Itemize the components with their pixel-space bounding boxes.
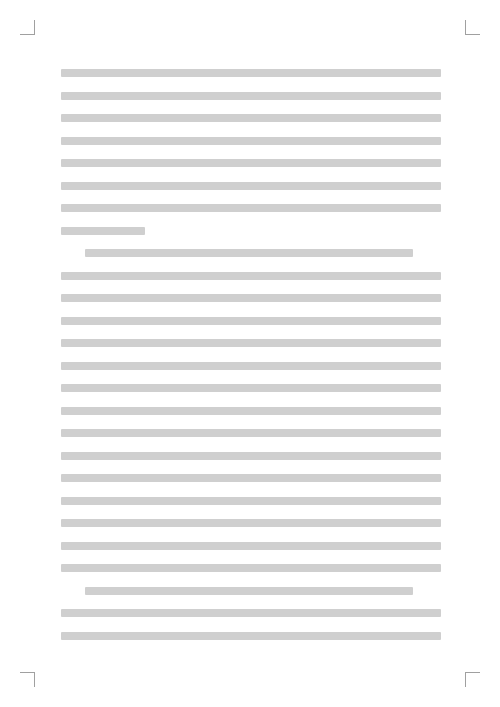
text-line-bar xyxy=(61,362,441,370)
text-line xyxy=(61,152,441,175)
text-line-bar xyxy=(61,159,441,167)
text-line-bar xyxy=(61,564,441,572)
text-line xyxy=(61,332,441,355)
text-line-bar xyxy=(61,69,441,77)
text-line xyxy=(61,107,441,130)
text-line-bar xyxy=(61,609,441,617)
text-line xyxy=(61,535,441,558)
text-line xyxy=(61,467,441,490)
text-line xyxy=(61,512,441,535)
text-line xyxy=(61,400,441,423)
text-line xyxy=(61,242,441,265)
text-line xyxy=(61,85,441,108)
text-line-bar xyxy=(61,204,441,212)
text-line xyxy=(61,377,441,400)
text-line xyxy=(61,310,441,333)
text-line-bar xyxy=(61,339,441,347)
text-line xyxy=(61,445,441,468)
text-line-bar xyxy=(61,272,441,280)
crop-mark-bottom-right xyxy=(465,672,480,687)
text-line xyxy=(61,580,441,603)
crop-mark-top-left xyxy=(20,20,35,35)
text-line xyxy=(61,355,441,378)
text-line-bar xyxy=(61,632,441,640)
text-line-bar xyxy=(61,294,441,302)
text-line xyxy=(61,197,441,220)
text-line-bar xyxy=(61,497,441,505)
crop-mark-top-right xyxy=(465,20,480,35)
text-line-bar xyxy=(61,384,441,392)
text-line xyxy=(61,175,441,198)
text-line-bar xyxy=(85,587,413,595)
text-line xyxy=(61,287,441,310)
text-line xyxy=(61,130,441,153)
text-line xyxy=(61,220,441,243)
text-line-bar xyxy=(61,519,441,527)
text-line-bar xyxy=(61,429,441,437)
text-line xyxy=(61,490,441,513)
text-line-bar xyxy=(61,542,441,550)
text-line-bar xyxy=(61,114,441,122)
text-line-bar xyxy=(61,227,145,235)
text-line xyxy=(61,625,441,648)
text-line-bar xyxy=(61,317,441,325)
document-body xyxy=(61,62,441,647)
text-line xyxy=(61,602,441,625)
text-line-bar xyxy=(61,452,441,460)
text-line xyxy=(61,62,441,85)
text-line-bar xyxy=(85,249,413,257)
crop-mark-bottom-left xyxy=(20,672,35,687)
text-line-bar xyxy=(61,92,441,100)
text-line xyxy=(61,557,441,580)
text-line xyxy=(61,422,441,445)
text-line-bar xyxy=(61,182,441,190)
text-line-bar xyxy=(61,137,441,145)
text-line-bar xyxy=(61,474,441,482)
text-line-bar xyxy=(61,407,441,415)
text-line xyxy=(61,265,441,288)
